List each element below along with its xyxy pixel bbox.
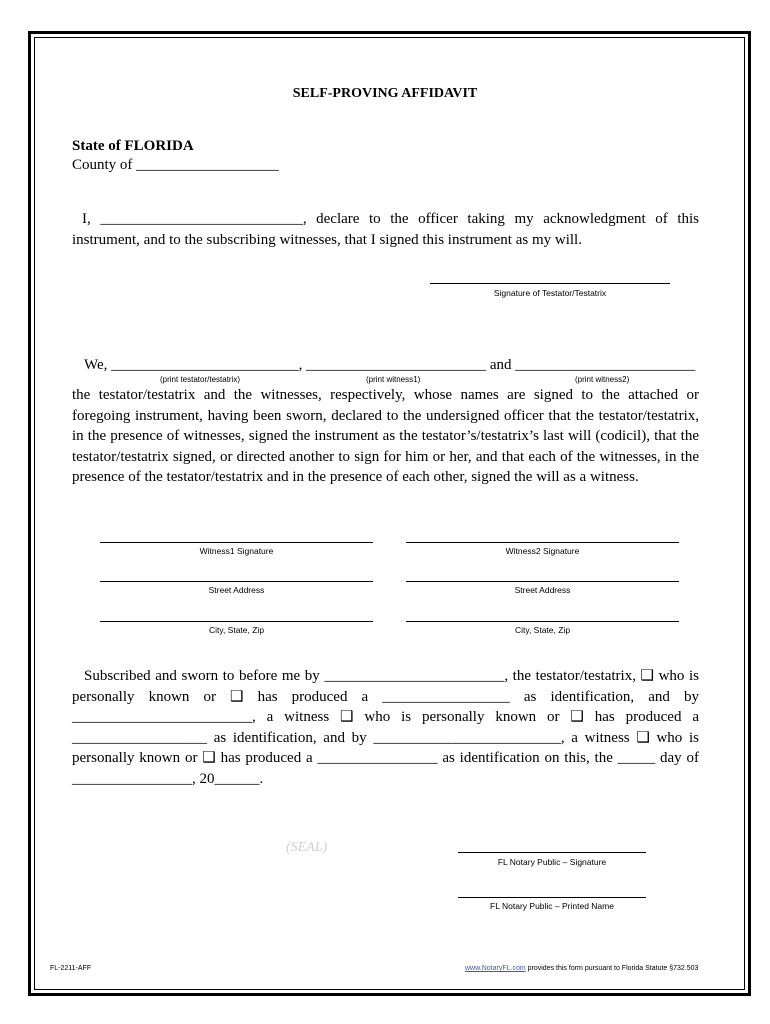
body-paragraph: the testator/testatrix and the witnesses, respectively, whose names are signed to the attached or foregoing instrument, having been sworn, declared to the undersigned officer that the testator/testatrix, in the presence of witnesses, signed the instrument as the testator’s/testatrix’s last will (codicil), that the testator/testatrix signed, or directed another to sign for him or her, and that each of the witnesses, in the presence of the testator/testatrix and in the presence of each other, signed the will as a witness. bbox=[72, 387, 699, 485]
street1-label: Street Address bbox=[208, 585, 265, 595]
notary-signature-line bbox=[458, 852, 646, 853]
footer-text: provides this form pursuant to Florida Statute §732.503 bbox=[525, 965, 699, 972]
document-title: SELF-PROVING AFFIDAVIT bbox=[292, 86, 478, 101]
city1-line bbox=[100, 621, 373, 622]
notary-name-label: FL Notary Public – Printed Name bbox=[490, 901, 614, 911]
street2-label: Street Address bbox=[514, 585, 571, 595]
form-id: FL-2211-AFF bbox=[50, 965, 92, 972]
street1-line bbox=[100, 581, 373, 582]
witness2-signature-label: Witness2 Signature bbox=[505, 546, 580, 556]
we-line: We, _________________________, ________________________ and ________________________ bbox=[84, 357, 696, 373]
county-line: County of ___________________ bbox=[72, 157, 279, 173]
subscribed-paragraph: Subscribed and sworn to before me by ________________________, the testator/testatrix, ❑ who is personally known or ❑ has produced a _________________ as identification, and by ________________________, a witness ❑ who is personally known or ❑ has produced a __________________ as identification, and by _________________________, a witness ❑ who is personally known or ❑ has produced a ________________ as identification on this, the _____ day of ________________, 20______. bbox=[72, 668, 699, 787]
footer-link[interactable]: www.NotaryFL.com bbox=[465, 965, 526, 972]
print-witness1-label: (print witness1) bbox=[366, 375, 421, 384]
notary-name-line bbox=[458, 897, 646, 898]
inner-border bbox=[34, 37, 745, 990]
witness1-signature-label: Witness1 Signature bbox=[199, 546, 274, 556]
street2-line bbox=[406, 581, 679, 582]
city2-line bbox=[406, 621, 679, 622]
city2-label: City, State, Zip bbox=[514, 625, 571, 635]
seal-placeholder: (SEAL) bbox=[286, 840, 328, 855]
declaration-paragraph: I, ___________________________, declare to the officer taking my acknowledgment of this instrument, and to the subscribing witnesses, that I signed this instrument as my will. bbox=[72, 211, 699, 248]
testator-signature-line bbox=[430, 283, 670, 284]
city1-label: City, State, Zip bbox=[208, 625, 265, 635]
witness1-signature-line bbox=[100, 542, 373, 543]
notary-signature-label: FL Notary Public – Signature bbox=[497, 857, 607, 867]
testator-signature-label: Signature of Testator/Testatrix bbox=[493, 288, 607, 298]
print-testator-label: (print testator/testatrix) bbox=[160, 375, 241, 384]
footer bbox=[465, 965, 698, 972]
state-line: State of FLORIDA bbox=[72, 138, 194, 154]
witness2-signature-line bbox=[406, 542, 679, 543]
print-witness2-label: (print witness2) bbox=[575, 375, 630, 384]
